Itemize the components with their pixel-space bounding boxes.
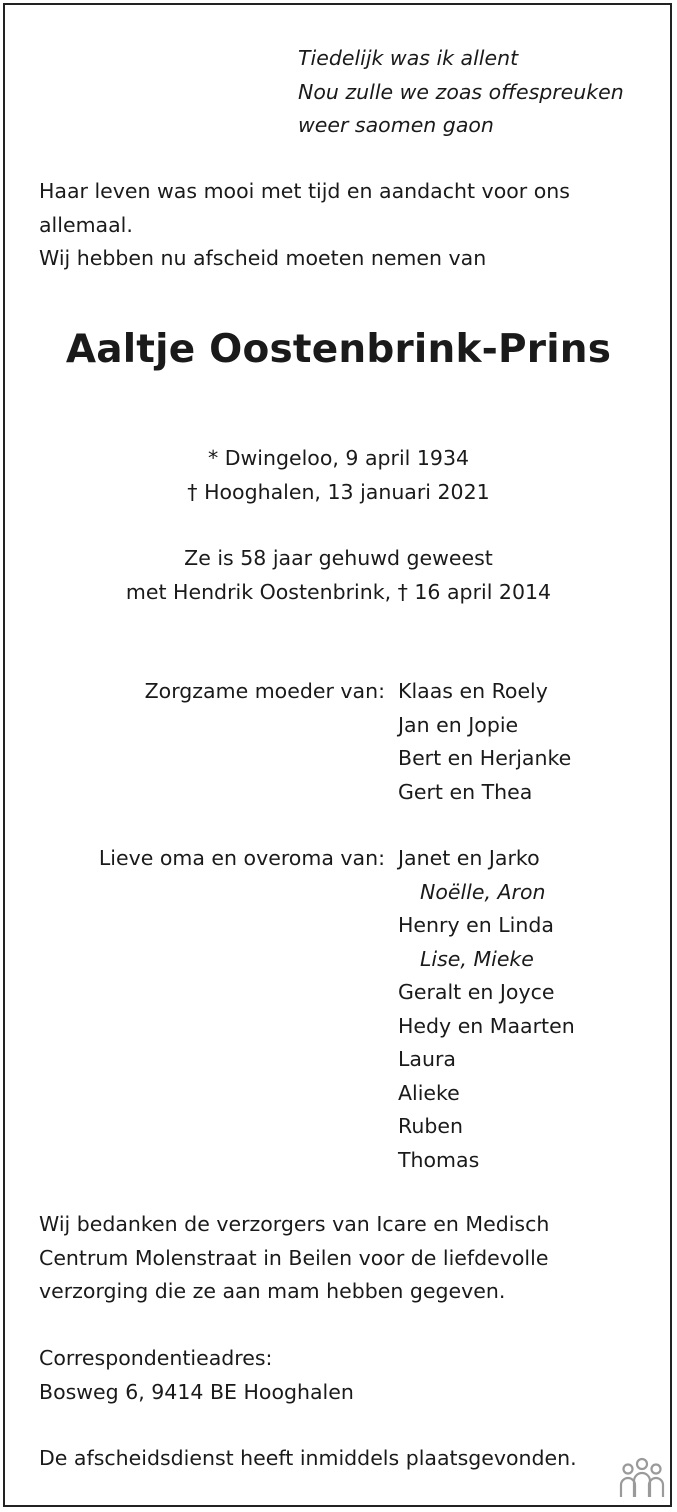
spouse-line: met Hendrik Oostenbrink, † 16 april 2014 xyxy=(125,579,552,604)
correspondence-label: Correspondentieadres: xyxy=(39,1346,273,1370)
deceased-name: Aaltje Oostenbrink-Prins xyxy=(65,327,612,372)
thanks-line: verzorging die ze aan mam hebben gegeven. xyxy=(39,1279,506,1303)
intro-text xyxy=(39,175,570,276)
people-group-icon xyxy=(618,1455,666,1501)
list-item: Jan en Jopie xyxy=(398,712,519,737)
death-line: † Hooghalen, 13 januari 2021 xyxy=(187,479,490,504)
list-item: Ruben xyxy=(398,1114,463,1138)
list-item: Gert en Thea xyxy=(398,779,533,804)
correspondence xyxy=(39,1342,354,1409)
list-item: Geralt en Joyce xyxy=(398,980,555,1004)
list-item: Hedy en Maarten xyxy=(398,1013,575,1038)
list-item: Laura xyxy=(398,1047,456,1071)
thanks-text xyxy=(39,1208,549,1309)
intro-line: allemaal. xyxy=(39,212,133,237)
thanks-line: Centrum Molenstraat in Beilen voor de liefdevolle xyxy=(39,1245,549,1270)
grandchildren-list xyxy=(398,842,575,1177)
list-item-sub: Noëlle, Aron xyxy=(420,879,546,904)
list-item: Klaas en Roely xyxy=(398,679,548,703)
intro-line: Wij hebben nu afscheid moeten nemen van xyxy=(39,246,487,270)
list-item: Bert en Herjanke xyxy=(398,746,572,770)
poem-line: Tiedelijk was ik allent xyxy=(298,46,519,70)
poem xyxy=(298,42,624,143)
list-item: Janet en Jarko xyxy=(398,846,540,870)
service-note: De afscheidsdienst heeft inmiddels plaatsgevonden. xyxy=(39,1446,577,1470)
marriage-line: Ze is 58 jaar gehuwd geweest xyxy=(184,546,493,570)
poem-line: Nou zulle we zoas offespreuken xyxy=(298,79,624,104)
intro-line: Haar leven was mooi met tijd en aandacht voor ons xyxy=(39,179,570,203)
list-item: Alieke xyxy=(398,1080,460,1105)
thanks-line: Wij bedanken de verzorgers van Icare en Medisch xyxy=(39,1212,550,1236)
grandmother-label: Lieve oma en overoma van: xyxy=(98,846,385,870)
children-list xyxy=(398,675,571,809)
list-item: Henry en Linda xyxy=(398,913,554,937)
list-item: Thomas xyxy=(398,1147,480,1172)
marriage-info xyxy=(0,542,677,609)
list-item-sub: Lise, Mieke xyxy=(420,946,534,971)
mother-label: Zorgzame moeder van: xyxy=(144,679,385,703)
birth-line: * Dwingeloo, 9 april 1934 xyxy=(207,446,470,470)
correspondence-address: Bosweg 6, 9414 BE Hooghalen xyxy=(39,1379,354,1404)
poem-line: weer saomen gaon xyxy=(298,113,494,137)
life-dates xyxy=(0,442,677,509)
